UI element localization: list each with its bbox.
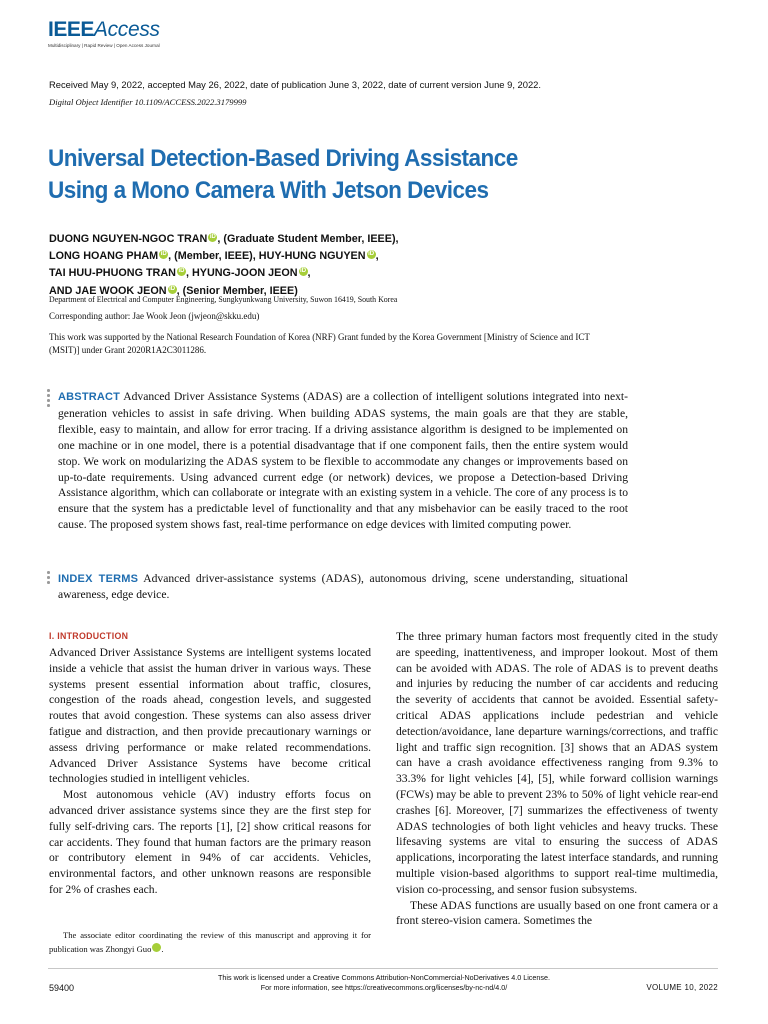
- paragraph: Most autonomous vehicle (AV) industry efforts focus on advanced driver assistance systems since they are the first step for fully self-driving cars. The reports [1], [2] show critical reasons for car accidents. They found that human factors are the primary reason or contributory element in 94% of car accidents. Vehicles, environmental factors, and other unknown reasons are responsible for 2% of crashes each.: [49, 788, 371, 896]
- volume-label: VOLUME 10, 2022: [646, 983, 718, 992]
- orcid-icon[interactable]: iD: [209, 234, 216, 240]
- left-column: [49, 645, 371, 898]
- section-heading: I. INTRODUCTION: [49, 631, 129, 641]
- author-affil-note: , (Graduate Student Member, IEEE),: [217, 233, 399, 245]
- affiliation: Department of Electrical and Computer Engineering, Sungkyunkwang University, Suwon 16419, South Korea: [49, 295, 398, 304]
- license-line-2[interactable]: For more information, see https://creativecommons.org/licenses/by-nc-nd/4.0/: [260, 983, 508, 992]
- orcid-icon[interactable]: iD: [160, 251, 167, 258]
- author-name: TAI HUU-PHUONG TRAN: [49, 267, 176, 280]
- footer-divider: [48, 968, 718, 969]
- orcid-icon[interactable]: iD: [152, 943, 161, 952]
- author-name: DUONG NGUYEN-NGOC TRAN: [49, 233, 208, 245]
- license-line-1: This work is licensed under a Creative Commons Attribution-NonCommercial-NoDerivatives 4.0 License.: [218, 973, 550, 982]
- paragraph: These ADAS functions are usually based on one front camera or a front stereo-vision camera. Sometimes the: [396, 898, 718, 928]
- author-name: HYUNG-JOON JEON: [191, 267, 298, 280]
- paragraph: Advanced Driver Assistance Systems are intelligent systems located inside a vehicle that assist the human driver in various ways. These systems present essential information about traffic, closures, congestion of the roads ahead, congestion levels, and suggested routes that avoid congestion. These systems can also assess driver fatigue and distraction, and then provide precautionary warnings or assess driving performance or make related recommendations. Advanced Driver Assistance Systems have become critical technologies studied in intelligent vehicles.: [49, 646, 371, 786]
- index-terms: [58, 571, 628, 603]
- index-terms-text: Advanced driver-assistance systems (ADAS), autonomous driving, scene understanding, situational awareness, edge device.: [58, 572, 629, 601]
- logo-ieee-text: IEEE: [48, 18, 94, 41]
- abstract-text: Advanced Driver Assistance Systems (ADAS) are a collection of intelligent solutions integrated into next-generation vehicles to assist in safe driving. When building ADAS systems, the main goals are that they are stable, flexible, easy to maintain, and allow for error tracing. If a driving assistance algorithm is designed to be implemented on one machine or in one model, there is a potential disadvantage that if one component fails, then the entire system would stop. We work on modularizing the ADAS system to be flexible to accommodate any changes or improvements based on up-to-date requirements. Using advanced current edge (or network) devices, we propose a Detection-based Driving Assistance algorithm, which can collaborate or integrate with an existing system in a vehicle. The core of any process is to ensure that the system has a predictable level of functionality and that any misbehavior can be easily traced to the root cause. The proposed system shows fast, real-time performance on edge devices with limited computing power.: [58, 390, 628, 532]
- paragraph: The three primary human factors most frequently cited in the study are speeding, inattentiveness, and improper lookout. Most of them can be avoided with ADAS. The role of ADAS is to prevent deaths and injuries by reducing the number of car accidents and reducing the severity of accidents that cannot be avoided. Essential safety-critical ADAS applications include pedestrian and vehicle detection/avoidance, lane departure warnings/corrections, and traffic light and traffic sign recognition. [3] shows that an ADAS system can have a crash avoidance effectiveness ranging from 9.3% to 33.3% for light vehicles [4], [5], while forward collision warnings (FCWs) may be able to prevent 23% to 50% of light vehicle rear-end crashes [6]. Moreover, [7] summarizes the effectiveness of twenty ADAS technologies of both light vehicles and heavy trucks. These lifesaving systems are vital to ensuring the success of ADAS applications, incorporating the latest interface standards, and running multiple vision-based algorithms to support real-time multimedia, vision co-processing, and sensor fusion subsystems.: [396, 630, 718, 896]
- abstract-marker-icon: [47, 389, 51, 409]
- author-affil-note: ,: [185, 267, 189, 280]
- page-number: 59400: [49, 983, 75, 993]
- author-affil-note: , (Senior Member, IEEE): [176, 284, 298, 297]
- corresponding-author: Corresponding author: Jae Wook Jeon (jwjeon@skku.edu): [49, 311, 260, 321]
- author-line-3: [49, 265, 399, 282]
- index-terms-marker-icon: [47, 571, 51, 586]
- author-line-2: [49, 248, 399, 265]
- journal-logo: [48, 18, 188, 48]
- abstract-label: ABSTRACT: [58, 391, 121, 403]
- logo-tagline: Multidisciplinary | Rapid Review | Open Access Journal: [48, 43, 160, 48]
- index-terms-label: INDEX TERMS: [58, 573, 139, 585]
- author-list: [49, 231, 399, 300]
- doi-line: Digital Object Identifier 10.1109/ACCESS.2022.3179999: [49, 97, 247, 107]
- author-affil-note: , (Member, IEEE),: [168, 250, 256, 263]
- funding-note: This work was supported by the National Research Foundation of Korea (NRF) Grant funded by the Korea Government [Ministry of Science and ICT (MSIT)] under Grant 2020R1A2C3011286.: [49, 332, 590, 355]
- received-dates: Received May 9, 2022, accepted May 26, 2022, date of publication June 3, 2022, date of current version June 9, 2022.: [49, 79, 541, 90]
- author-name: HUY-HUNG NGUYEN: [258, 250, 366, 263]
- footnote-text: The associate editor coordinating the review of this manuscript and approving it for publication was Zhongyi Guo: [49, 930, 371, 954]
- abstract: [58, 389, 628, 533]
- author-line-1: [49, 231, 399, 248]
- editor-footnote: The associate editor coordinating the review of this manuscript and approving it for publication was Zhongyi Guo iD.: [49, 930, 371, 954]
- title-line-1: Universal Detection-Based Driving Assistance: [48, 145, 518, 172]
- orcid-icon[interactable]: iD: [169, 285, 176, 292]
- orcid-icon[interactable]: iD: [178, 268, 185, 275]
- orcid-icon[interactable]: iD: [300, 268, 307, 275]
- orcid-icon[interactable]: iD: [368, 251, 375, 258]
- author-name: LONG HOANG PHAM: [49, 250, 159, 263]
- title-line-2: Using a Mono Camera With Jetson Devices: [48, 177, 489, 204]
- author-affil-note: ,: [307, 267, 311, 280]
- paper-title: [48, 143, 600, 207]
- author-affil-note: ,: [375, 250, 379, 263]
- logo-access-text: Access: [93, 18, 160, 41]
- right-column: [396, 629, 718, 929]
- author-name: AND JAE WOOK JEON: [49, 284, 167, 297]
